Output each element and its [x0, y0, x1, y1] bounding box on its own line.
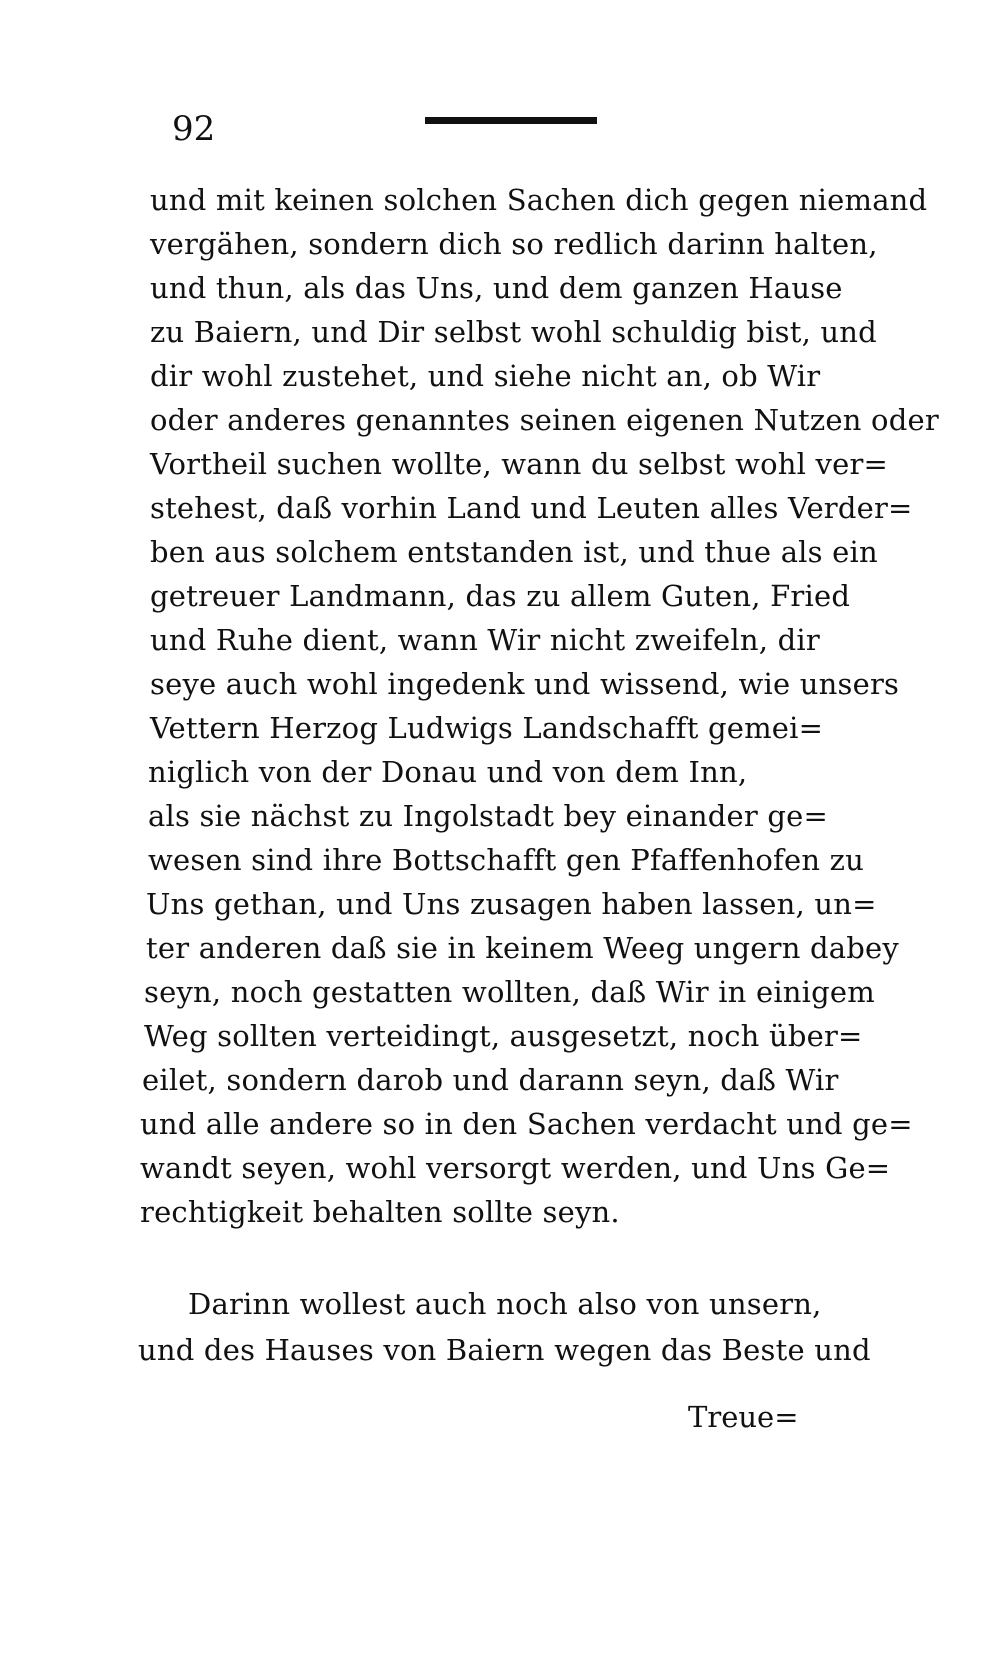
text-line: vergähen, sondern dich so redlich darinn halten,	[150, 227, 878, 261]
text-line: oder anderes genanntes seinen eigenen Nutzen oder	[150, 403, 939, 437]
catchword: Treue=	[688, 1400, 799, 1434]
text-line: und mit keinen solchen Sachen dich gegen niemand	[150, 183, 928, 217]
text-line: und thun, als das Uns, und dem ganzen Hause	[150, 271, 843, 305]
text-line: dir wohl zustehet, und siehe nicht an, ob Wir	[150, 359, 821, 393]
text-line: ben aus solchem entstanden ist, und thue als ein	[150, 535, 878, 569]
header-rule	[425, 117, 597, 124]
text-line: als sie nächst zu Ingolstadt bey einander ge=	[148, 799, 828, 833]
text-line: Vortheil suchen wollte, wann du selbst wohl ver=	[150, 447, 889, 481]
text-line: wandt seyen, wohl versorgt werden, und Uns Ge=	[140, 1151, 891, 1185]
text-line: und alle andere so in den Sachen verdacht und ge=	[140, 1107, 913, 1141]
text-line: ter anderen daß sie in keinem Weeg ungern dabey	[146, 931, 899, 965]
page-number: 92	[172, 109, 216, 149]
text-line: und des Hauses von Baiern wegen das Beste und	[138, 1333, 871, 1367]
text-line: Vettern Herzog Ludwigs Landschafft gemei=	[150, 711, 824, 745]
text-line: Darinn wollest auch noch also von unsern,	[188, 1287, 822, 1321]
text-line: eilet, sondern darob und darann seyn, daß Wir	[142, 1063, 839, 1097]
text-line: rechtigkeit behalten sollte seyn.	[140, 1195, 620, 1229]
text-line: Weg sollten verteidingt, ausgesetzt, noch über=	[144, 1019, 863, 1053]
text-line: Uns gethan, und Uns zusagen haben lassen, un=	[146, 887, 877, 921]
text-line: wesen sind ihre Bottschafft gen Pfaffenhofen zu	[148, 843, 864, 877]
text-line: zu Baiern, und Dir selbst wohl schuldig bist, und	[150, 315, 877, 349]
text-line: stehest, daß vorhin Land und Leuten alles Verder=	[150, 491, 913, 525]
text-line: getreuer Landmann, das zu allem Guten, Fried	[150, 579, 851, 613]
text-line: seye auch wohl ingedenk und wissend, wie unsers	[150, 667, 900, 701]
text-line: und Ruhe dient, wann Wir nicht zweifeln, dir	[150, 623, 820, 657]
text-line: seyn, noch gestatten wollten, daß Wir in einigem	[144, 975, 875, 1009]
text-line: niglich von der Donau und von dem Inn,	[148, 755, 748, 789]
